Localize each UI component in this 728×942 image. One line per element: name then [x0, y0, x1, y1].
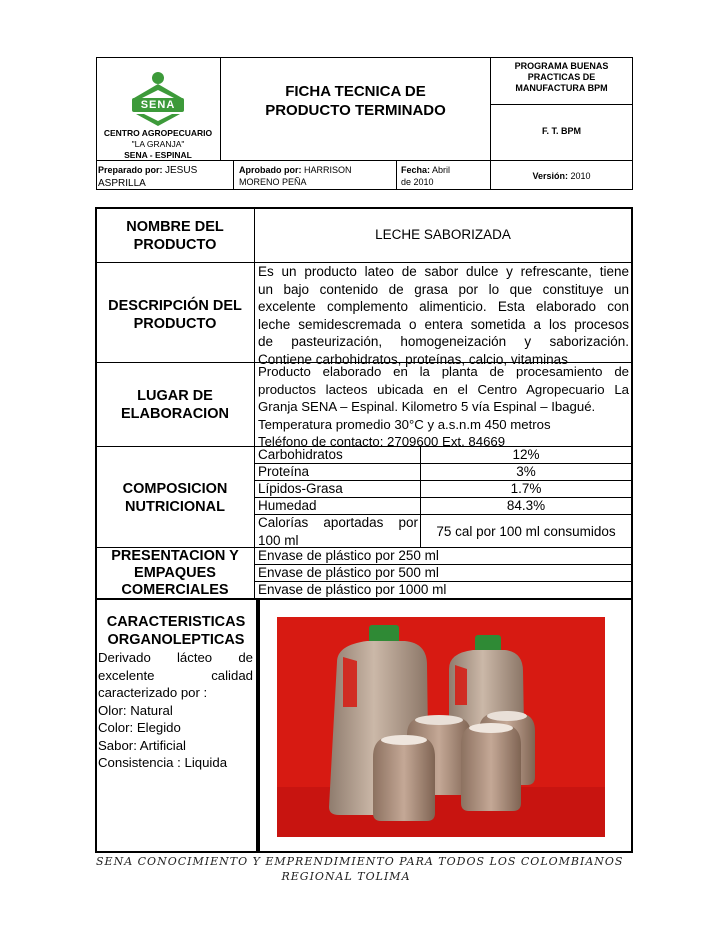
description-text	[258, 263, 629, 368]
doc-code: F. T. BPM	[541, 126, 581, 136]
location-label-1: LUGAR DE	[137, 388, 213, 404]
cup-front-left	[373, 735, 435, 821]
organoleptic-line: Sabor: Artificial	[98, 737, 186, 753]
nutrient-value: 1.7%	[510, 481, 542, 496]
version-value: 2010	[570, 171, 591, 181]
nutrient-value: 84.3%	[506, 498, 546, 513]
description-line: de pasteurización, homogeneización y saborización.	[258, 334, 629, 349]
organoleptic-line: Consistencia : Liquida	[98, 755, 228, 770]
sena-logo	[130, 68, 186, 130]
location-line: Producto elaborado en la planta de procesamiento de	[258, 364, 629, 379]
calories-label-2: 100 ml	[258, 532, 299, 548]
location-line: productos lacteos ubicada en el Centro Agropecuario La	[258, 381, 629, 397]
footer-line-2: REGIONAL TOLIMA	[281, 870, 411, 883]
prepared-label: Preparado por	[98, 165, 160, 175]
footer-line-1: SENA CONOCIMIENTO Y EMPRENDIMIENTO PARA TODOS LOS COLOMBIANOS	[96, 855, 624, 868]
nutrient-value: 3%	[516, 464, 536, 479]
description-line: leche semidescremada o entera sometida a los procesos	[258, 316, 629, 332]
nutrient-name: Lípidos-Grasa	[258, 481, 343, 496]
nutrition-label-2: NUTRICIONAL	[125, 499, 225, 515]
program-line3: MANUFACTURA BPM	[515, 83, 608, 93]
calories-label	[258, 514, 418, 549]
nutrient-name: Humedad	[258, 498, 317, 513]
center-sub: "LA GRANJA"	[131, 139, 185, 149]
location-line: Granja SENA – Espinal. Kilometro 5 vía Espinal – Ibagué.	[258, 399, 596, 414]
packaging-item: Envase de plástico por 500 ml	[258, 565, 439, 580]
nutrition-label-1: COMPOSICION	[122, 481, 228, 497]
center-location: SENA - ESPINAL	[124, 150, 192, 160]
product-name-label-2: PRODUCTO	[133, 237, 217, 253]
cup-front-right	[461, 723, 521, 811]
program-line1: PROGRAMA BUENAS	[514, 61, 609, 71]
organoleptic-label-2: ORGANOLEPTICAS	[107, 632, 245, 648]
doc-title-line2: PRODUCTO TERMINADO	[265, 102, 446, 119]
packaging-item: Envase de plástico por 1000 ml	[258, 582, 447, 597]
doc-title-line1: FICHA TECNICA DE	[285, 83, 426, 100]
product-name-value: LECHE SABORIZADA	[375, 227, 511, 242]
date	[401, 164, 489, 188]
organoleptic-line: Derivado lácteo de	[98, 650, 253, 665]
approved-label: Aprobado por	[239, 165, 299, 175]
approved-by: Aprobado por: HARRISON MORENO PEÑA	[239, 165, 352, 187]
packaging-label-1: PRESENTACION Y	[111, 548, 239, 564]
description-line: Contiene carbohidratos, proteínas, calcio, vitaminas	[258, 351, 568, 367]
nutrient-name: Proteína	[258, 464, 310, 479]
organoleptic-line: Color: Elegido	[98, 720, 181, 735]
packaging-label-2: EMPAQUES	[134, 565, 216, 581]
calories-label-1: Calorías aportadas por	[258, 515, 418, 530]
organoleptic-line: Olor: Natural	[98, 702, 173, 718]
approved-value-1: HARRISON	[304, 165, 352, 175]
nutrient-value: 12%	[512, 447, 540, 462]
prepared-value-1: JESUS	[165, 165, 198, 176]
prepared-by: Preparado por: JESUS ASPRILLA	[98, 165, 198, 189]
packaging-label-3: COMERCIALES	[121, 582, 229, 598]
location-line: Teléfono de contacto: 2709600 Ext. 84669	[258, 434, 506, 449]
packaging-item: Envase de plástico por 250 ml	[258, 548, 439, 563]
description-label-2: PRODUCTO	[133, 316, 217, 332]
location-label-2: ELABORACION	[121, 406, 229, 422]
description-line: un bajo contenido de grasa por lo que constituye un	[258, 281, 629, 297]
calories-value: 75 cal por 100 ml consumidos	[436, 524, 616, 539]
organoleptic-label-1: CARACTERISTICAS	[106, 614, 246, 630]
location-line: Temperatura promedio 30°C y a.s.n.m 450 metros	[258, 416, 551, 432]
organoleptic-line: caracterizado por :	[98, 685, 208, 700]
description-line: Es un producto lateo de sabor dulce y refrescante, tiene	[258, 264, 629, 279]
version: Versión: 2010	[532, 171, 591, 181]
milk-containers-illustration	[277, 617, 605, 837]
description-line: excelente complemento alimenticio. Esta elaborado con	[258, 299, 629, 314]
center-name: CENTRO AGROPECUARIO	[103, 128, 213, 138]
approved-value-2: MORENO PEÑA	[239, 177, 307, 187]
product-name-label-1: NOMBRE DEL	[126, 219, 224, 235]
organoleptic-line: excelente calidad	[98, 667, 253, 683]
date-value-2: de 2010	[401, 177, 434, 187]
program-line2: PRACTICAS DE	[527, 72, 596, 82]
nutrient-name: Carbohidratos	[258, 447, 343, 462]
date-value-1: Abril	[432, 165, 451, 175]
logo-text: SENA	[140, 99, 176, 111]
location-text	[258, 363, 629, 451]
date-label: Fecha:	[401, 165, 431, 175]
product-photo	[277, 617, 605, 837]
organoleptic-text	[98, 649, 253, 772]
prepared-value-2: ASPRILLA	[98, 178, 146, 189]
version-label: Versión	[532, 171, 565, 181]
description-label-1: DESCRIPCIÓN DEL	[108, 298, 242, 314]
